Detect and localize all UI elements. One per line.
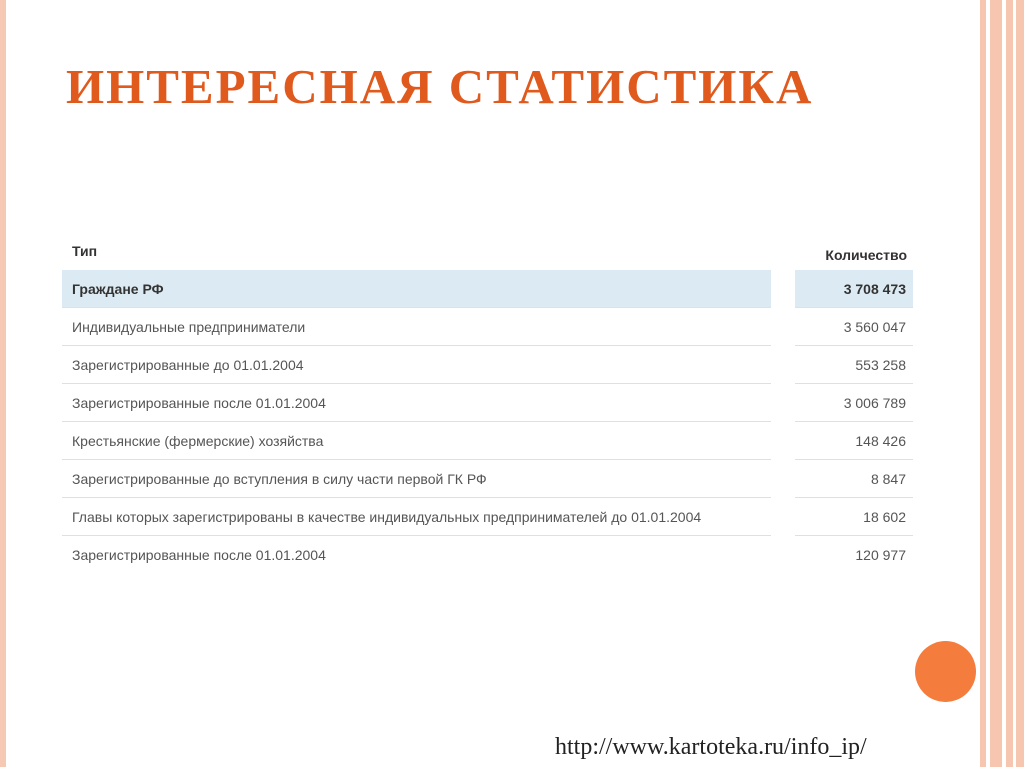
type-cell: Зарегистрированные после 01.01.2004 [62,384,771,422]
type-cell: Граждане РФ [62,270,771,308]
quantity-cell: 3 006 789 [795,384,913,422]
type-cell: Крестьянские (фермерские) хозяйства [62,422,771,460]
orange-circle-decoration [915,641,976,702]
type-column-header: Тип [72,243,98,259]
source-link[interactable]: http://www.kartoteka.ru/info_ip/ [555,734,867,760]
quantity-cell: 120 977 [855,547,906,563]
right-stripes-decoration [976,0,1024,767]
type-column [62,233,771,574]
slide-title: ИНТЕРЕСНАЯ СТАТИСТИКА [66,59,814,114]
quantity-cell: 3 560 047 [795,308,913,346]
type-cell: Зарегистрированные до 01.01.2004 [62,346,771,384]
quantity-cell: 18 602 [795,498,913,536]
quantity-cell: 148 426 [795,422,913,460]
type-cell: Зарегистрированные до вступления в силу части первой ГК РФ [62,460,771,498]
type-cell: Главы которых зарегистрированы в качестве индивидуальных предпринимателей до 01.01.2004 [62,498,771,536]
quantity-cell: 8 847 [795,460,913,498]
left-border-decoration [0,0,6,767]
type-cell: Индивидуальные предприниматели [62,308,771,346]
quantity-cell: 3 708 473 [795,270,913,308]
quantity-cell: 553 258 [795,346,913,384]
quantity-column [795,233,913,574]
quantity-column-header: Количество [825,247,907,263]
type-cell: Зарегистрированные после 01.01.2004 [72,547,326,563]
